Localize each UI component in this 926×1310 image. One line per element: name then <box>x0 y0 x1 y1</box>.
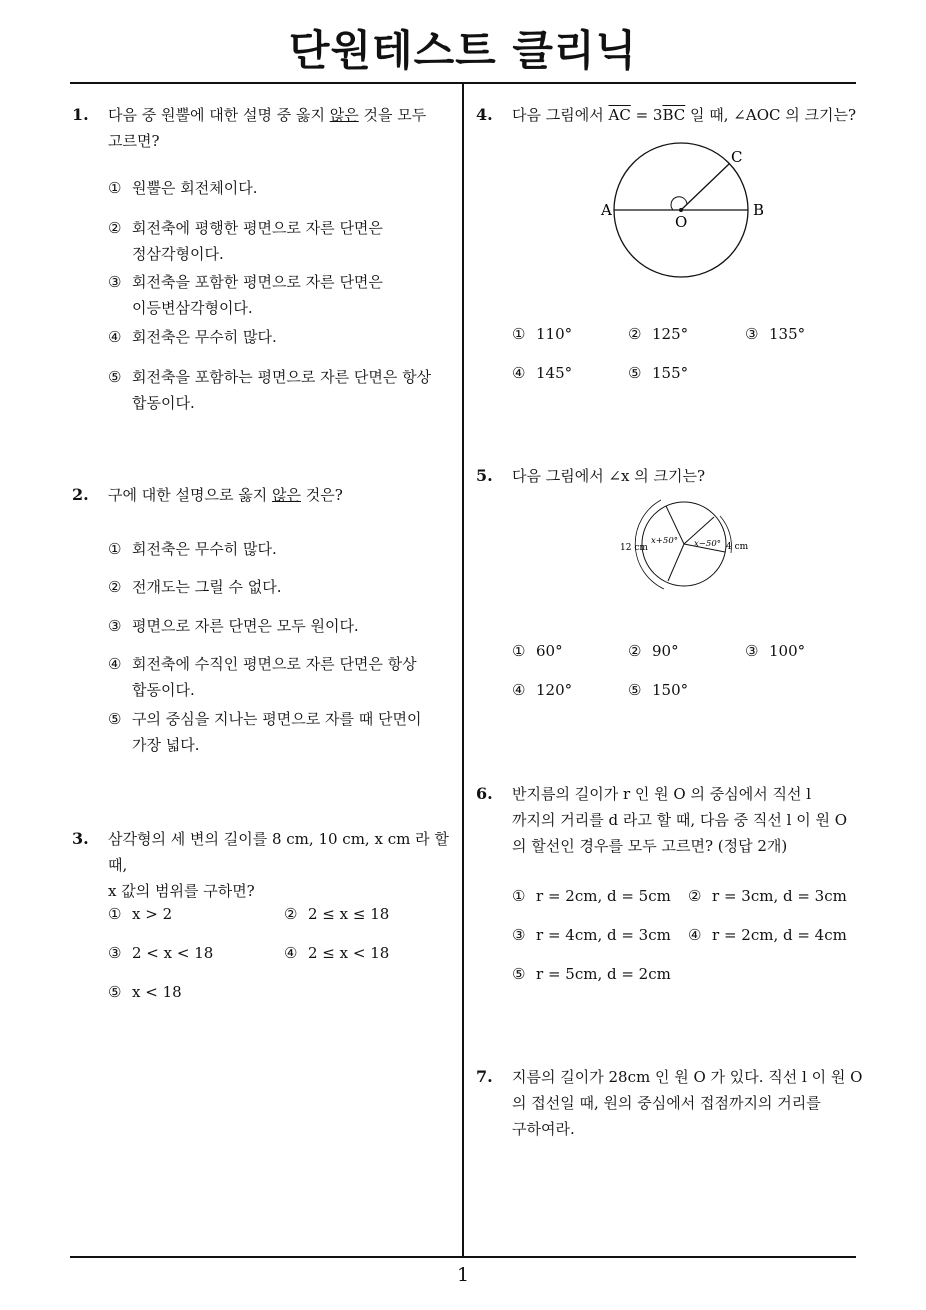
option-mark: ⑤ <box>108 368 122 386</box>
point-b-label: B <box>753 201 765 219</box>
option-3[interactable] <box>512 922 671 948</box>
option-mark: ⑤ <box>628 681 642 699</box>
underlined-word: 않은 <box>329 106 359 124</box>
arc-bc-label: $\overline{BC}$ <box>662 106 686 124</box>
option-5[interactable] <box>628 360 688 386</box>
question-6 <box>476 781 866 859</box>
sector-diagram <box>616 492 766 596</box>
question-text-part: 다음 중 원뿔에 대한 설명 중 옳지 <box>108 106 330 124</box>
option-mark: ③ <box>108 944 122 962</box>
option-text: 회전축은 무수히 많다. <box>132 540 277 558</box>
option-text: 150° <box>652 681 689 699</box>
option-mark: ⑤ <box>512 965 526 983</box>
option-mark: ① <box>108 905 122 923</box>
option-text-cont: 합동이다. <box>132 681 195 699</box>
right-length-label: 4 cm <box>726 542 749 552</box>
option-1[interactable] <box>512 321 572 347</box>
option-text: 회전축은 무수히 많다. <box>132 328 277 346</box>
option-text: 2 ≤ x ≤ 18 <box>308 905 390 923</box>
point-c-label: C <box>731 148 743 166</box>
question-text-line: 까지의 거리를 d 라고 할 때, 다음 중 직선 l 이 원 O <box>512 811 848 829</box>
option-text: 회전축에 평행한 평면으로 자른 단면은 <box>132 219 383 237</box>
question-text <box>512 781 866 859</box>
option-text: r = 3cm, d = 3cm <box>712 887 847 905</box>
question-1 <box>72 102 452 154</box>
option-1[interactable] <box>108 536 277 562</box>
option-mark: ⑤ <box>628 364 642 382</box>
option-mark: ① <box>512 887 526 905</box>
option-mark: ② <box>108 219 122 237</box>
option-text: 155° <box>652 364 689 382</box>
option-text: 110° <box>536 325 573 343</box>
question-text-part: 고르면? <box>108 132 160 150</box>
column-divider <box>462 83 464 1258</box>
underlined-word: 않은 <box>271 486 301 504</box>
option-text: 100° <box>769 642 806 660</box>
question-text-line: x 값의 범위를 구하면? <box>108 882 255 900</box>
page-title: 단원테스트 클리닉 <box>288 26 638 75</box>
option-mark: ② <box>628 642 642 660</box>
option-4[interactable] <box>512 360 572 386</box>
option-mark: ⑤ <box>108 983 122 1001</box>
option-text: r = 5cm, d = 2cm <box>536 965 671 983</box>
option-text: x > 2 <box>132 905 173 923</box>
question-text <box>512 102 866 128</box>
option-text: 125° <box>652 325 689 343</box>
option-mark: ④ <box>512 681 526 699</box>
question-text-line: 구하여라. <box>512 1120 575 1138</box>
option-5[interactable] <box>628 677 688 703</box>
option-2[interactable] <box>688 883 847 909</box>
option-5[interactable] <box>512 961 671 987</box>
question-number: 2. <box>72 485 89 504</box>
point-a-label: A <box>601 201 612 219</box>
option-text-cont: 가장 넓다. <box>132 736 200 754</box>
question-text-line: 지름의 길이가 28cm 인 원 O 가 있다. 직선 l 이 원 O <box>512 1068 863 1086</box>
option-text: 회전축을 포함하는 평면으로 자른 단면은 항상 <box>132 368 432 386</box>
option-5[interactable] <box>108 979 182 1005</box>
option-text: 135° <box>769 325 806 343</box>
option-mark: ④ <box>108 328 122 346</box>
question-5 <box>476 463 866 489</box>
option-2[interactable] <box>108 574 281 600</box>
option-text: 2 < x < 18 <box>132 944 214 962</box>
question-number: 6. <box>476 784 493 803</box>
question-number: 7. <box>476 1067 493 1086</box>
option-3[interactable] <box>745 321 805 347</box>
option-text: r = 2cm, d = 4cm <box>712 926 847 944</box>
option-text-cont: 합동이다. <box>132 394 195 412</box>
question-text-part: 것은? <box>300 486 343 504</box>
question-text-line: 반지름의 길이가 r 인 원 O 의 중심에서 직선 l <box>512 785 812 803</box>
option-4[interactable] <box>284 940 389 966</box>
option-1[interactable] <box>108 901 172 927</box>
option-mark: ① <box>108 179 122 197</box>
question-text-part: 것을 모두 <box>358 106 427 124</box>
question-text-line: 의 할선인 경우를 모두 고르면? (정답 2개) <box>512 837 788 855</box>
question-4 <box>476 102 866 128</box>
option-mark: ③ <box>745 642 759 660</box>
point-o-label: O <box>675 213 688 231</box>
option-2[interactable] <box>108 215 383 267</box>
option-mark: ③ <box>745 325 759 343</box>
center-point <box>679 208 683 212</box>
option-1[interactable] <box>108 175 257 201</box>
angle-label-1: x+50° <box>651 536 678 546</box>
option-text: 145° <box>536 364 573 382</box>
option-text: 평면으로 자른 단면은 모두 원이다. <box>132 617 359 635</box>
option-2[interactable] <box>628 638 679 664</box>
option-mark: ② <box>628 325 642 343</box>
option-1[interactable] <box>512 883 671 909</box>
question-number: 4. <box>476 105 493 124</box>
question-3 <box>72 826 457 904</box>
option-4[interactable] <box>512 677 572 703</box>
question-number: 1. <box>72 105 89 124</box>
option-4[interactable] <box>108 324 277 350</box>
question-text-part: 구에 대한 설명으로 옳지 <box>108 486 272 504</box>
option-text: x < 18 <box>132 983 182 1001</box>
option-mark: ④ <box>284 944 298 962</box>
option-mark: ③ <box>108 273 122 291</box>
option-mark: ① <box>108 540 122 558</box>
question-text-part: 다음 그림에서 <box>512 106 609 124</box>
question-text-part: = 3 <box>630 106 663 124</box>
option-mark: ④ <box>108 655 122 673</box>
option-mark: ⑤ <box>108 710 122 728</box>
option-text: 전개도는 그릴 수 없다. <box>132 578 282 596</box>
angle-arc <box>671 197 687 210</box>
option-mark: ③ <box>108 617 122 635</box>
option-3[interactable] <box>108 269 383 321</box>
option-mark: ② <box>108 578 122 596</box>
question-text <box>108 482 452 508</box>
question-text <box>108 826 457 904</box>
option-text: 90° <box>652 642 679 660</box>
option-3[interactable] <box>108 940 213 966</box>
question-number: 5. <box>476 466 493 485</box>
option-mark: ④ <box>688 926 702 944</box>
question-text <box>512 1064 866 1142</box>
circle-diagram <box>595 140 775 290</box>
option-mark: ④ <box>512 364 526 382</box>
option-text: 2 ≤ x < 18 <box>308 944 390 962</box>
option-text: 60° <box>536 642 563 660</box>
option-4[interactable] <box>108 651 417 703</box>
option-text: 원뿔은 회전체이다. <box>132 179 258 197</box>
radius-2 <box>668 544 684 581</box>
option-mark: ① <box>512 642 526 660</box>
question-text-line: 삼각형의 세 변의 길이를 8 cm, 10 cm, x cm 라 할 때, <box>108 830 449 874</box>
option-text: r = 2cm, d = 5cm <box>536 887 671 905</box>
footer-rule <box>70 1256 856 1258</box>
angle-label-2: x−50° <box>694 539 721 549</box>
radius-oc <box>681 164 729 210</box>
option-text: 구의 중심을 지나는 평면으로 자를 때 단면이 <box>132 710 422 728</box>
option-mark: ① <box>512 325 526 343</box>
option-text: 회전축을 포함한 평면으로 자른 단면은 <box>132 273 383 291</box>
option-1[interactable] <box>512 638 563 664</box>
left-length-label: 12 cm <box>620 543 648 553</box>
option-5[interactable] <box>108 706 421 758</box>
option-mark: ② <box>688 887 702 905</box>
option-text-cont: 정삼각형이다. <box>132 245 224 263</box>
option-text: 120° <box>536 681 573 699</box>
question-text-part: 일 때, ∠AOC 의 크기는? <box>685 106 857 124</box>
option-2[interactable] <box>284 901 389 927</box>
question-2 <box>72 482 452 508</box>
page-number: 1 <box>456 1264 470 1286</box>
option-text: 회전축에 수직인 평면으로 자른 단면은 항상 <box>132 655 417 673</box>
arc-ac-label: $\overline{AC}$ <box>608 106 631 124</box>
option-5[interactable] <box>108 364 431 416</box>
question-number: 3. <box>72 829 89 848</box>
question-7 <box>476 1064 866 1142</box>
option-text: r = 4cm, d = 3cm <box>536 926 671 944</box>
option-3[interactable] <box>745 638 805 664</box>
option-mark: ② <box>284 905 298 923</box>
question-text: 다음 그림에서 ∠x 의 크기는? <box>512 467 706 485</box>
question-text-line: 의 접선일 때, 원의 중심에서 접점까지의 거리를 <box>512 1094 821 1112</box>
option-2[interactable] <box>628 321 688 347</box>
option-3[interactable] <box>108 613 359 639</box>
question-text <box>108 102 452 154</box>
option-mark: ③ <box>512 926 526 944</box>
option-text-cont: 이등변삼각형이다. <box>132 299 253 317</box>
option-4[interactable] <box>688 922 847 948</box>
